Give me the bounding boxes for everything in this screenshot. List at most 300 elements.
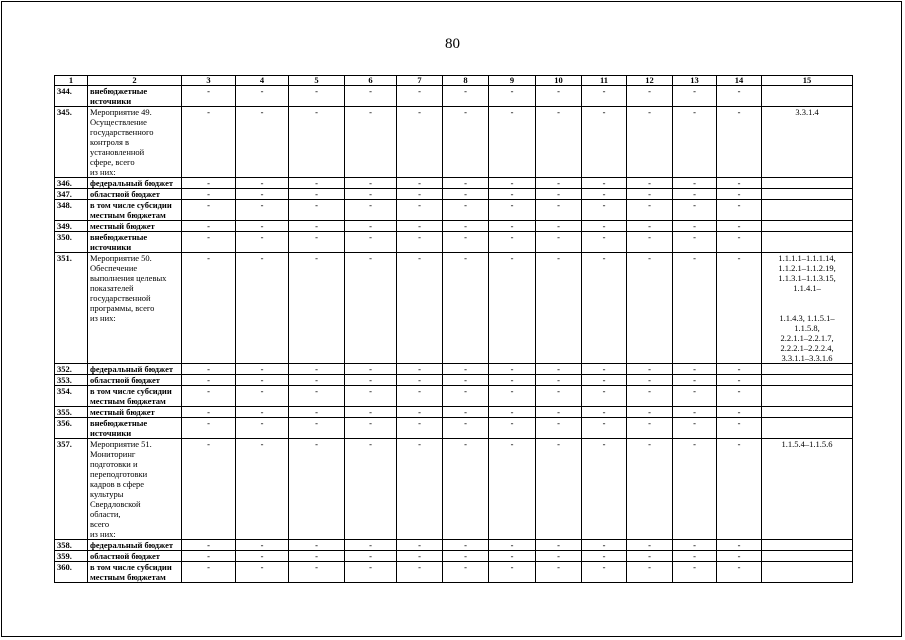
value-cell-col-8: - <box>443 178 489 189</box>
description-line: выполнения целевых <box>90 273 167 283</box>
value-cell-col-4: - <box>236 439 289 540</box>
value-cell-col-14: - <box>717 551 762 562</box>
value-cell-col-3: - <box>182 386 236 407</box>
reference-line <box>764 293 850 303</box>
description-line: местным бюджетам <box>90 572 166 582</box>
value-cell-col-9: - <box>489 189 536 200</box>
value-cell-col-8: - <box>443 540 489 551</box>
value-cell-col-13: - <box>673 407 717 418</box>
value-cell-col-6: - <box>345 253 397 364</box>
value-cell-col-5: - <box>289 418 345 439</box>
value-cell-col-9: - <box>489 386 536 407</box>
value-cell-col-9: - <box>489 86 536 107</box>
value-cell-col-6: - <box>345 107 397 178</box>
table-row <box>55 232 853 253</box>
value-cell-col-10: - <box>536 253 582 364</box>
row-description <box>88 221 182 232</box>
column-header-12: 12 <box>627 76 673 86</box>
value-cell-col-7: - <box>397 551 443 562</box>
indicator-reference <box>762 189 853 200</box>
value-cell-col-9: - <box>489 253 536 364</box>
value-cell-col-6: - <box>345 562 397 583</box>
value-cell-col-11: - <box>582 189 627 200</box>
value-cell-col-10: - <box>536 107 582 178</box>
value-cell-col-8: - <box>443 253 489 364</box>
value-cell-col-12: - <box>627 364 673 375</box>
value-cell-col-11: - <box>582 178 627 189</box>
value-cell-col-12: - <box>627 439 673 540</box>
indicator-reference <box>762 232 853 253</box>
value-cell-col-9: - <box>489 178 536 189</box>
value-cell-col-3: - <box>182 253 236 364</box>
value-cell-col-13: - <box>673 364 717 375</box>
row-description <box>88 540 182 551</box>
value-cell-col-5: - <box>289 386 345 407</box>
row-number: 348. <box>55 200 88 221</box>
value-cell-col-9: - <box>489 232 536 253</box>
table-row <box>55 253 853 364</box>
value-cell-col-12: - <box>627 107 673 178</box>
value-cell-col-7: - <box>397 562 443 583</box>
value-cell-col-5: - <box>289 200 345 221</box>
value-cell-col-8: - <box>443 107 489 178</box>
indicator-reference <box>762 439 853 540</box>
value-cell-col-12: - <box>627 551 673 562</box>
value-cell-col-14: - <box>717 200 762 221</box>
value-cell-col-7: - <box>397 418 443 439</box>
value-cell-col-13: - <box>673 178 717 189</box>
description-line: в том числе субсидии <box>90 562 172 572</box>
description-line: внебюджетные <box>90 418 148 428</box>
description-line: сфере, всего <box>90 157 135 167</box>
value-cell-col-5: - <box>289 364 345 375</box>
value-cell-col-4: - <box>236 551 289 562</box>
reference-line: 3.3.1.4 <box>795 107 819 117</box>
description-line: областной бюджет <box>90 375 160 385</box>
indicator-reference <box>762 178 853 189</box>
value-cell-col-7: - <box>397 540 443 551</box>
value-cell-col-11: - <box>582 439 627 540</box>
value-cell-col-13: - <box>673 439 717 540</box>
value-cell-col-10: - <box>536 386 582 407</box>
column-header-9: 9 <box>489 76 536 86</box>
value-cell-col-14: - <box>717 375 762 386</box>
value-cell-col-10: - <box>536 86 582 107</box>
value-cell-col-8: - <box>443 562 489 583</box>
description-line: в том числе субсидии <box>90 386 172 396</box>
value-cell-col-3: - <box>182 232 236 253</box>
value-cell-col-3: - <box>182 364 236 375</box>
table-row <box>55 551 853 562</box>
value-cell-col-8: - <box>443 386 489 407</box>
table-row <box>55 189 853 200</box>
value-cell-col-14: - <box>717 232 762 253</box>
value-cell-col-13: - <box>673 375 717 386</box>
value-cell-col-7: - <box>397 200 443 221</box>
description-line: из них: <box>90 167 116 177</box>
row-number: 349. <box>55 221 88 232</box>
value-cell-col-6: - <box>345 86 397 107</box>
value-cell-col-9: - <box>489 540 536 551</box>
value-cell-col-4: - <box>236 253 289 364</box>
indicator-reference <box>762 86 853 107</box>
value-cell-col-10: - <box>536 551 582 562</box>
row-description <box>88 386 182 407</box>
description-line: всего <box>90 519 110 529</box>
value-cell-col-10: - <box>536 540 582 551</box>
value-cell-col-12: - <box>627 232 673 253</box>
column-header-14: 14 <box>717 76 762 86</box>
value-cell-col-11: - <box>582 364 627 375</box>
value-cell-col-5: - <box>289 107 345 178</box>
reference-line: 1.1.5.4–1.1.5.6 <box>781 439 833 449</box>
description-line: Мероприятие 50. <box>90 253 152 263</box>
reference-line: 1.1.2.1–1.1.2.19, <box>778 263 836 273</box>
value-cell-col-12: - <box>627 562 673 583</box>
value-cell-col-9: - <box>489 221 536 232</box>
row-number: 346. <box>55 178 88 189</box>
value-cell-col-3: - <box>182 375 236 386</box>
value-cell-col-7: - <box>397 407 443 418</box>
table-row <box>55 221 853 232</box>
value-cell-col-5: - <box>289 189 345 200</box>
description-line: из них: <box>90 313 116 323</box>
column-header-10: 10 <box>536 76 582 86</box>
column-header-1: 1 <box>55 76 88 86</box>
value-cell-col-5: - <box>289 551 345 562</box>
description-line: подготовки и <box>90 459 138 469</box>
value-cell-col-10: - <box>536 418 582 439</box>
value-cell-col-4: - <box>236 540 289 551</box>
value-cell-col-14: - <box>717 364 762 375</box>
value-cell-col-13: - <box>673 221 717 232</box>
table-row <box>55 107 853 178</box>
value-cell-col-4: - <box>236 232 289 253</box>
value-cell-col-6: - <box>345 200 397 221</box>
row-description <box>88 200 182 221</box>
indicator-reference <box>762 562 853 583</box>
value-cell-col-3: - <box>182 418 236 439</box>
reference-line: 1.1.4.3, 1.1.5.1– <box>779 313 835 323</box>
row-number: 358. <box>55 540 88 551</box>
description-line: Мероприятие 49. <box>90 107 152 117</box>
table-row <box>55 364 853 375</box>
value-cell-col-8: - <box>443 189 489 200</box>
column-header-7: 7 <box>397 76 443 86</box>
value-cell-col-9: - <box>489 200 536 221</box>
value-cell-col-10: - <box>536 178 582 189</box>
description-line: Свердловской <box>90 499 141 509</box>
value-cell-col-9: - <box>489 551 536 562</box>
value-cell-col-10: - <box>536 189 582 200</box>
value-cell-col-11: - <box>582 253 627 364</box>
value-cell-col-4: - <box>236 407 289 418</box>
value-cell-col-3: - <box>182 439 236 540</box>
value-cell-col-9: - <box>489 107 536 178</box>
description-line: местным бюджетам <box>90 210 166 220</box>
value-cell-col-6: - <box>345 189 397 200</box>
value-cell-col-11: - <box>582 418 627 439</box>
value-cell-col-12: - <box>627 86 673 107</box>
value-cell-col-7: - <box>397 221 443 232</box>
value-cell-col-11: - <box>582 407 627 418</box>
indicator-reference <box>762 551 853 562</box>
value-cell-col-8: - <box>443 364 489 375</box>
table-row <box>55 386 853 407</box>
description-line: областной бюджет <box>90 551 160 561</box>
value-cell-col-5: - <box>289 253 345 364</box>
table-row <box>55 439 853 540</box>
page-number: 80 <box>445 36 460 52</box>
description-line: из них: <box>90 529 116 539</box>
value-cell-col-13: - <box>673 562 717 583</box>
value-cell-col-13: - <box>673 551 717 562</box>
row-description <box>88 364 182 375</box>
value-cell-col-5: - <box>289 439 345 540</box>
value-cell-col-6: - <box>345 386 397 407</box>
value-cell-col-7: - <box>397 232 443 253</box>
description-line: федеральный бюджет <box>90 540 174 550</box>
indicator-reference <box>762 107 853 178</box>
value-cell-col-4: - <box>236 375 289 386</box>
value-cell-col-11: - <box>582 232 627 253</box>
budget-table <box>54 75 853 583</box>
value-cell-col-3: - <box>182 107 236 178</box>
indicator-reference <box>762 200 853 221</box>
table-row <box>55 418 853 439</box>
description-line: источники <box>90 96 132 106</box>
row-number: 347. <box>55 189 88 200</box>
header-row <box>55 76 853 86</box>
value-cell-col-12: - <box>627 407 673 418</box>
value-cell-col-14: - <box>717 253 762 364</box>
value-cell-col-5: - <box>289 375 345 386</box>
value-cell-col-12: - <box>627 221 673 232</box>
table-row <box>55 375 853 386</box>
value-cell-col-7: - <box>397 386 443 407</box>
row-description <box>88 551 182 562</box>
value-cell-col-6: - <box>345 221 397 232</box>
value-cell-col-4: - <box>236 107 289 178</box>
value-cell-col-5: - <box>289 232 345 253</box>
value-cell-col-7: - <box>397 107 443 178</box>
value-cell-col-5: - <box>289 407 345 418</box>
value-cell-col-6: - <box>345 407 397 418</box>
column-header-2: 2 <box>88 76 182 86</box>
value-cell-col-6: - <box>345 439 397 540</box>
row-number: 350. <box>55 232 88 253</box>
value-cell-col-13: - <box>673 253 717 364</box>
indicator-reference <box>762 375 853 386</box>
value-cell-col-12: - <box>627 189 673 200</box>
row-description <box>88 439 182 540</box>
value-cell-col-5: - <box>289 178 345 189</box>
value-cell-col-10: - <box>536 439 582 540</box>
value-cell-col-6: - <box>345 232 397 253</box>
value-cell-col-10: - <box>536 232 582 253</box>
row-number: 357. <box>55 439 88 540</box>
value-cell-col-14: - <box>717 86 762 107</box>
column-header-4: 4 <box>236 76 289 86</box>
value-cell-col-9: - <box>489 562 536 583</box>
description-line: областной бюджет <box>90 189 160 199</box>
description-line: Мониторинг <box>90 449 136 459</box>
column-header-6: 6 <box>345 76 397 86</box>
row-description <box>88 189 182 200</box>
value-cell-col-8: - <box>443 407 489 418</box>
value-cell-col-3: - <box>182 540 236 551</box>
value-cell-col-14: - <box>717 189 762 200</box>
value-cell-col-8: - <box>443 200 489 221</box>
value-cell-col-7: - <box>397 375 443 386</box>
value-cell-col-3: - <box>182 551 236 562</box>
value-cell-col-11: - <box>582 200 627 221</box>
row-number: 355. <box>55 407 88 418</box>
value-cell-col-13: - <box>673 418 717 439</box>
value-cell-col-7: - <box>397 364 443 375</box>
indicator-reference <box>762 364 853 375</box>
value-cell-col-12: - <box>627 386 673 407</box>
value-cell-col-12: - <box>627 375 673 386</box>
value-cell-col-3: - <box>182 221 236 232</box>
column-header-3: 3 <box>182 76 236 86</box>
value-cell-col-5: - <box>289 540 345 551</box>
description-line: государственного <box>90 127 154 137</box>
value-cell-col-13: - <box>673 200 717 221</box>
description-line: источники <box>90 428 132 438</box>
indicator-reference <box>762 386 853 407</box>
column-header-11: 11 <box>582 76 627 86</box>
column-header-13: 13 <box>673 76 717 86</box>
table-body <box>55 86 853 583</box>
indicator-reference <box>762 540 853 551</box>
reference-line: 3.3.1.1–3.3.1.6 <box>781 353 833 363</box>
reference-line: 2.2.1.1–2.2.1.7, <box>780 333 834 343</box>
value-cell-col-14: - <box>717 540 762 551</box>
row-number: 354. <box>55 386 88 407</box>
value-cell-col-7: - <box>397 86 443 107</box>
description-line: государственной <box>90 293 151 303</box>
value-cell-col-13: - <box>673 386 717 407</box>
value-cell-col-4: - <box>236 221 289 232</box>
value-cell-col-12: - <box>627 253 673 364</box>
table-row <box>55 562 853 583</box>
value-cell-col-7: - <box>397 439 443 540</box>
value-cell-col-14: - <box>717 107 762 178</box>
value-cell-col-13: - <box>673 540 717 551</box>
row-description <box>88 375 182 386</box>
row-description <box>88 86 182 107</box>
column-header-8: 8 <box>443 76 489 86</box>
description-line: кадров в сфере <box>90 479 145 489</box>
description-line: федеральный бюджет <box>90 364 174 374</box>
value-cell-col-11: - <box>582 221 627 232</box>
value-cell-col-9: - <box>489 407 536 418</box>
row-number: 345. <box>55 107 88 178</box>
description-line: внебюджетные <box>90 86 148 96</box>
value-cell-col-10: - <box>536 200 582 221</box>
value-cell-col-6: - <box>345 178 397 189</box>
row-number: 353. <box>55 375 88 386</box>
value-cell-col-14: - <box>717 562 762 583</box>
value-cell-col-11: - <box>582 562 627 583</box>
indicator-reference <box>762 407 853 418</box>
value-cell-col-8: - <box>443 221 489 232</box>
value-cell-col-10: - <box>536 407 582 418</box>
description-line: местным бюджетам <box>90 396 166 406</box>
value-cell-col-10: - <box>536 364 582 375</box>
table-row <box>55 540 853 551</box>
row-description <box>88 232 182 253</box>
value-cell-col-8: - <box>443 86 489 107</box>
value-cell-col-12: - <box>627 540 673 551</box>
value-cell-col-9: - <box>489 375 536 386</box>
value-cell-col-4: - <box>236 364 289 375</box>
value-cell-col-6: - <box>345 375 397 386</box>
description-line: федеральный бюджет <box>90 178 174 188</box>
value-cell-col-9: - <box>489 418 536 439</box>
description-line: внебюджетные <box>90 232 148 242</box>
value-cell-col-6: - <box>345 551 397 562</box>
value-cell-col-8: - <box>443 418 489 439</box>
value-cell-col-13: - <box>673 189 717 200</box>
value-cell-col-14: - <box>717 221 762 232</box>
value-cell-col-12: - <box>627 418 673 439</box>
value-cell-col-6: - <box>345 364 397 375</box>
value-cell-col-7: - <box>397 253 443 364</box>
value-cell-col-8: - <box>443 439 489 540</box>
value-cell-col-11: - <box>582 386 627 407</box>
reference-line: 1.1.5.8, <box>794 323 820 333</box>
description-line: Осуществление <box>90 117 147 127</box>
value-cell-col-5: - <box>289 86 345 107</box>
value-cell-col-10: - <box>536 375 582 386</box>
description-line: Мероприятие 51. <box>90 439 152 449</box>
value-cell-col-8: - <box>443 232 489 253</box>
row-number: 344. <box>55 86 88 107</box>
value-cell-col-14: - <box>717 178 762 189</box>
description-line: в том числе субсидии <box>90 200 172 210</box>
description-line: установленной <box>90 147 145 157</box>
value-cell-col-4: - <box>236 386 289 407</box>
value-cell-col-6: - <box>345 540 397 551</box>
value-cell-col-9: - <box>489 439 536 540</box>
reference-line <box>764 303 850 313</box>
reference-line: 1.1.3.1–1.1.3.15, <box>778 273 836 283</box>
indicator-reference <box>762 221 853 232</box>
value-cell-col-14: - <box>717 418 762 439</box>
description-line: Обеспечение <box>90 263 138 273</box>
row-number: 352. <box>55 364 88 375</box>
value-cell-col-5: - <box>289 221 345 232</box>
value-cell-col-12: - <box>627 200 673 221</box>
value-cell-col-11: - <box>582 540 627 551</box>
value-cell-col-3: - <box>182 178 236 189</box>
description-line: контроля в <box>90 137 129 147</box>
reference-line: 2.2.2.1–2.2.2.4, <box>780 343 834 353</box>
description-line: источники <box>90 242 132 252</box>
description-line: местный бюджет <box>90 407 155 417</box>
value-cell-col-11: - <box>582 551 627 562</box>
column-header-15: 15 <box>762 76 853 86</box>
table-row <box>55 178 853 189</box>
description-line: культуры <box>90 489 124 499</box>
row-number: 356. <box>55 418 88 439</box>
value-cell-col-14: - <box>717 407 762 418</box>
value-cell-col-8: - <box>443 551 489 562</box>
value-cell-col-8: - <box>443 375 489 386</box>
row-number: 351. <box>55 253 88 364</box>
